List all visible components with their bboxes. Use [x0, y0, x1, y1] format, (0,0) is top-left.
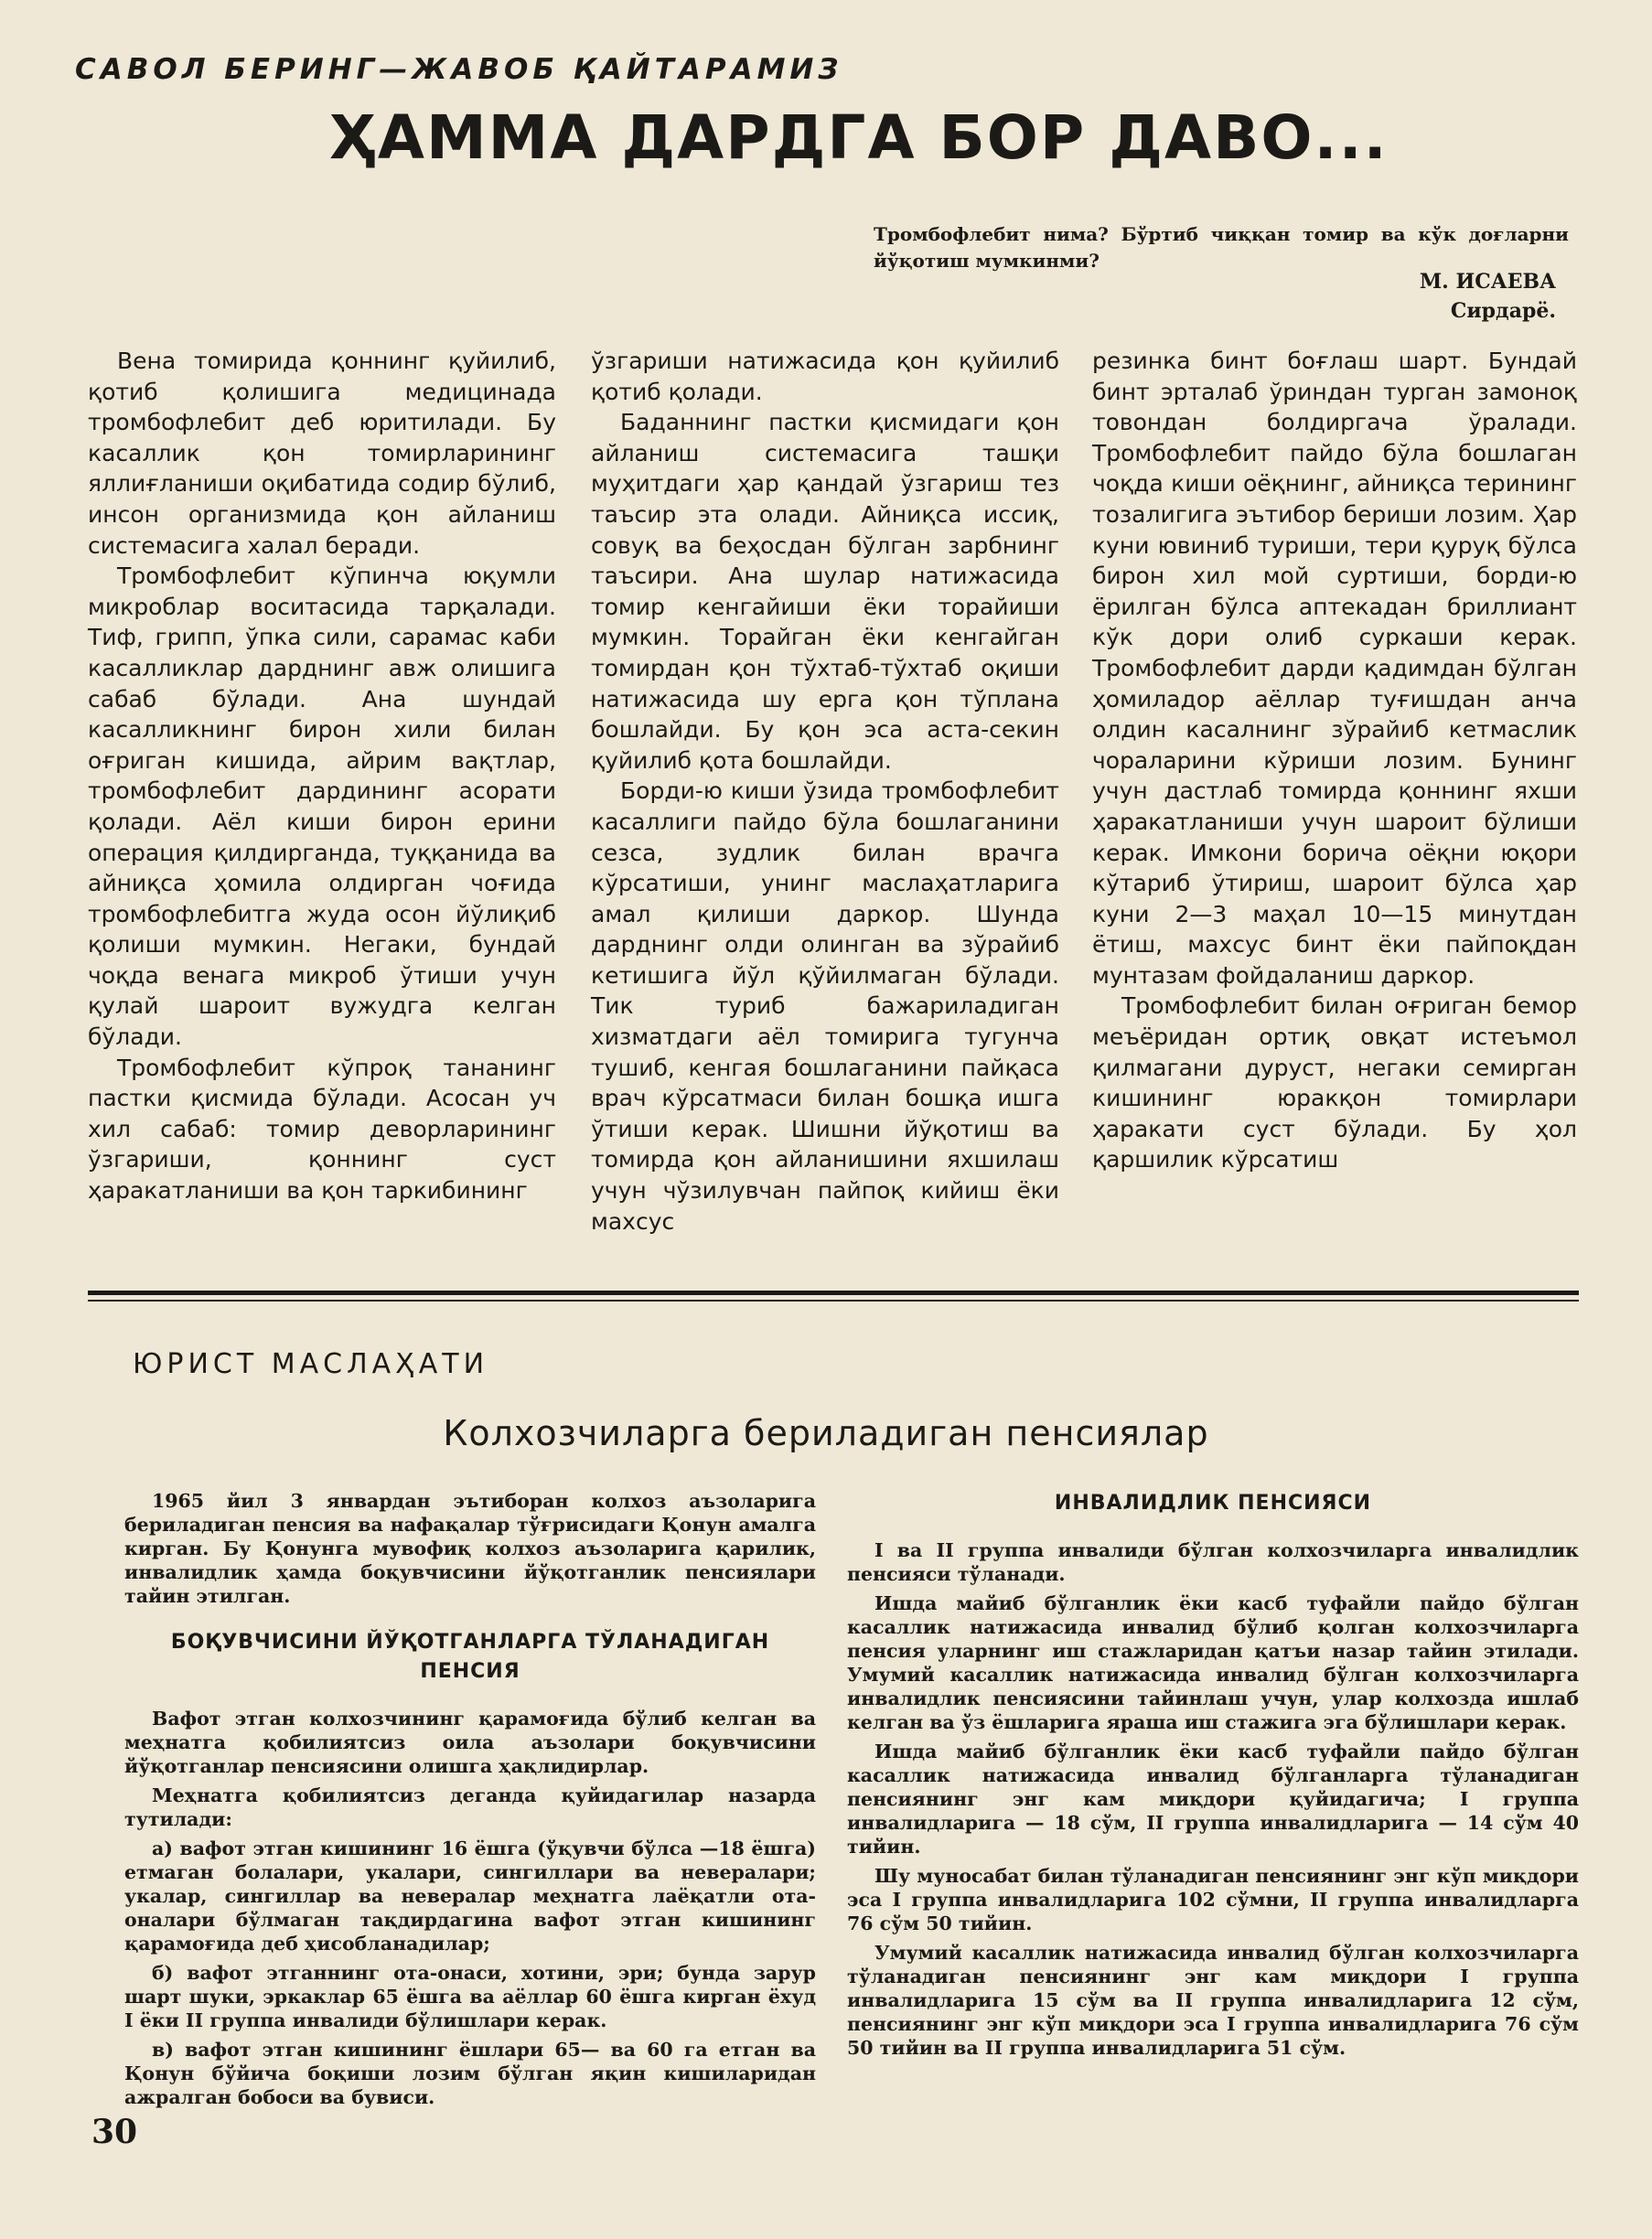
section-divider-thin: [88, 1300, 1579, 1302]
paragraph: Ишда майиб бўлганлик ёки касб туфайли пайдо бўлган касаллик натижасида инвалид бўлганларга тўланадиган пенсиянинг энг кам миқдори қуйидагича; I группа инвалидларига — 18 сўм, II группа инвалидларига — 14 сўм 40 тийин.: [847, 1741, 1579, 1858]
paragraph: резинка бинт боғлаш шарт. Бундай бинт эрталаб ўриндан турган замоноқ товондан болдиргача ўралади. Тромбофлебит пайдо бўла бошлаган чоқда киши оёқнинг, айниқса терининг тозалигига эътибор бериши лозим. Ҳар куни ювиниб туриши, тери қуруқ бўлса бирон хил мой суртиши, борди-ю ёрилган бўлса аптекадан бриллиант кўк дори олиб суркаши керак. Тромбофлебит дарди қадимдан бўлган ҳомиладор аёллар туғишдан анча олдин касалнинг зўрайиб кетмаслик чораларини кўриши лозим. Бунинг учун дастлаб томирда қоннинг яхши ҳаракатланиши учун шароит бўлиши керак. Имкони борича оёқни юқори кўтариб ўтириш, шароит бўлса ҳар куни 2—3 маҳал 10—15 минутдан ётиш, махсус бинт ёки пайпоқдан мунтазам фойдаланиш даркор.: [1092, 348, 1577, 989]
paragraph: Меҳнатга қобилиятсиз деганда қуйидагилар назарда тутилади:: [124, 1784, 816, 1830]
paragraph: Тромбофлебит билан оғриган бемор меъёридан ортиқ овқат истеъмол қилмагани дуруст, негаки семирган кишининг юракқон томирлари ҳаракати суст бўлади. Бу ҳол қаршилик кўрсатиш: [1092, 992, 1577, 1173]
section-title: Колхозчиларга бериладиган пенсиялар: [443, 1413, 1209, 1453]
paragraph: в) вафот этган кишининг ёшлари 65— ва 60 га етган ва Қонун бўйича боқиши лозим бўлган яқин кишиларидан ажралган бобоси ва бувиси.: [124, 2039, 816, 2108]
paragraph: Ишда майиб бўлганлик ёки касб туфайли пайдо бўлган касаллик натижасида инвалид бўлиб қолган колхозчиларга пенсия уларнинг иш стажларидан қатъи назар тайин этилади. Умумий касаллик натижасида инвалид бўлган колхозчиларга инвалидлик пенсиясини тайинлаш учун, улар колхозда ишлаб келган ва ўз ёшларига яраша иш стажига эга бўлишлари керак.: [847, 1592, 1579, 1733]
article-column-1: [88, 346, 556, 1224]
reader-question: Тромбофлебит нима? Бўртиб чиққан томир ва кўк доғларни йўқотиш мумкинми?: [874, 223, 1569, 272]
paragraph: I ва II группа инвалиди бўлган колхозчиларга инвалидлик пенсияси тўланади.: [847, 1539, 1579, 1585]
subhead-disability-pension: ИНВАЛИДЛИК ПЕНСИЯСИ: [1054, 1492, 1372, 1515]
author-place: Сирдарё.: [1450, 299, 1556, 323]
paragraph: ўзгариши натижасида қон қуйилиб қотиб қолади.: [591, 348, 1059, 405]
section-kicker: САВОЛ БЕРИНГ—ЖАВОБ ҚАЙТАРАМИЗ: [75, 53, 843, 86]
section-divider-thick: [88, 1291, 1579, 1295]
article-column-2: [591, 346, 1059, 1235]
paragraph: Тромбофлебит кўпинча юқумли микроблар воситасида тарқалади. Тиф, грипп, ўпка сили, сарамас каби касалликлар дарднинг авж олишига сабаб бўлади. Ана шундай касалликнинг бирон хили билан оғриган кишида, айрим вақтлар, тромбофлебит дардининг асорати қолади. Аёл киши бирон ерини операция қилдирганда, туққанида ва айниқса ҳомила олдирган чоғида тромбофлебитга жуда осон йўлиқиб қолиши мумкин. Негаки, бундай чоқда венага микроб ўтиши учун қулай шароит вужудга келган бўлади.: [88, 562, 556, 1051]
section-label: ЮРИСТ МАСЛАҲАТИ: [133, 1348, 489, 1380]
question-author: [1190, 267, 1556, 326]
paragraph: Баданнинг пастки қисмидаги қон айланиш системасига ташқи муҳитдаги ҳар қандай ўзгариш тез таъсир эта олади. Айниқса иссиқ, совуқ ва беҳосдан бўлган зарбнинг таъсири. Ана шулар натижасида томир кенгайиши ёки торайиши мумкин. Торайган ёки кенгайган томирдан қон тўхтаб-тўхтаб оқиши натижасида шу ерга қон тўплана бошлайди. Бу қон эса аста-секин қуйилиб қота бошлайди.: [591, 409, 1059, 774]
paragraph: Вена томирида қоннинг қуйилиб, қотиб қолишига медицинада тромбофлебит деб юритилади. Бу касаллик қон томирларининг яллиғланиши оқибатида содир бўлиб, инсон организмида қон айланиш системасига халал беради.: [88, 348, 556, 559]
article-headline: ҲАММА ДАРДГА БОР ДАВО...: [329, 102, 1389, 173]
paragraph: Борди-ю киши ўзида тромбофлебит касаллиги пайдо бўла бошлаганини сезса, зудлик билан врачга кўрсатиши, унинг маслаҳатларига амал қилиши даркор. Шунда дарднинг олди олинган ва зўрайиб кетишига йўл қўйилмаган бўлади. Тик туриб бажариладиган хизматдаги аёл томирига тугунча тушиб, кенгая бошлаганини пайқаса врач кўрсатмаси билан бошқа ишга ўтиши керак. Шишни йўқотиш ва томирда қон айланишини яхшилаш учун чўзилувчан пайпоқ кийиш ёки махсус: [591, 777, 1059, 1235]
article-column-3: [1092, 346, 1577, 1224]
paragraph: Вафот этган колхозчининг қарамоғида бўлиб келган ва меҳнатга қобилиятсиз оила аъзолари боқувчисини йўқотганлар пенсиясини олишга ҳақлидирлар.: [124, 1708, 816, 1777]
pension-right-column: [847, 1489, 1579, 2148]
paragraph: Умумий касаллик натижасида инвалид бўлган колхозчиларга тўланадиган пенсиянинг энг кам миқдори I группа инвалидларига 15 сўм ва II группа инвалидларига 12 сўм, пенсиянинг энг кўп миқдори эса I группа инвалидларига 76 сўм 50 тийин ва II группа инвалидларига 51 сўм.: [847, 1942, 1579, 2059]
paragraph: Шу муносабат билан тўланадиган пенсиянинг энг кўп миқдори эса I группа инвалидларига 102 сўмни, II группа инвалидларга 76 сўм 50 тийин.: [847, 1865, 1579, 1934]
paragraph: б) вафот этганнинг ота-онаси, хотини, эри; бунда зарур шарт шуки, эркаклар 65 ёшга ва аёллар 60 ёшга кирган ёхуд I ёки II группа инвалиди бўлишлари керак.: [124, 1962, 816, 2031]
pension-left-column: [124, 1489, 816, 2108]
author-name: М. ИСАЕВА: [1419, 270, 1556, 294]
paragraph: Тромбофлебит кўпроқ тананинг пастки қисмида бўлади. Асосан уч хил сабаб: томир деворларининг ўзгариши, қоннинг суст ҳаракатланиши ва қон таркибининг: [88, 1054, 556, 1205]
intro-paragraph: 1965 йил 3 январдан эътиборан колхоз аъзоларига бериладиган пенсия ва нафақалар тўғрисидаги Қонун амалга кирган. Бу Қонунга мувофиқ колхоз аъзоларига қарилик, инвалидлик ҳамда боқувчисини йўқотганлик пенсиялари тайин этилган.: [124, 1490, 816, 1607]
page-number: 30: [91, 2113, 138, 2151]
subhead-survivor-pension: БОҚУВЧИСИНИ ЙЎҚОТГАНЛАРГА ТЎЛАНАДИГАН ПЕНСИЯ: [170, 1631, 770, 1683]
paragraph: а) вафот этган кишининг 16 ёшга (ўқувчи бўлса —18 ёшга) етмаган болалари, укалари, сингиллари ва невералари; укалар, сингиллар ва невералар меҳнатга лаёқатли ота-оналари бўлмаган тақдирдагина вафот этган кишининг қарамоғида деб ҳисобланадилар;: [124, 1837, 816, 1955]
